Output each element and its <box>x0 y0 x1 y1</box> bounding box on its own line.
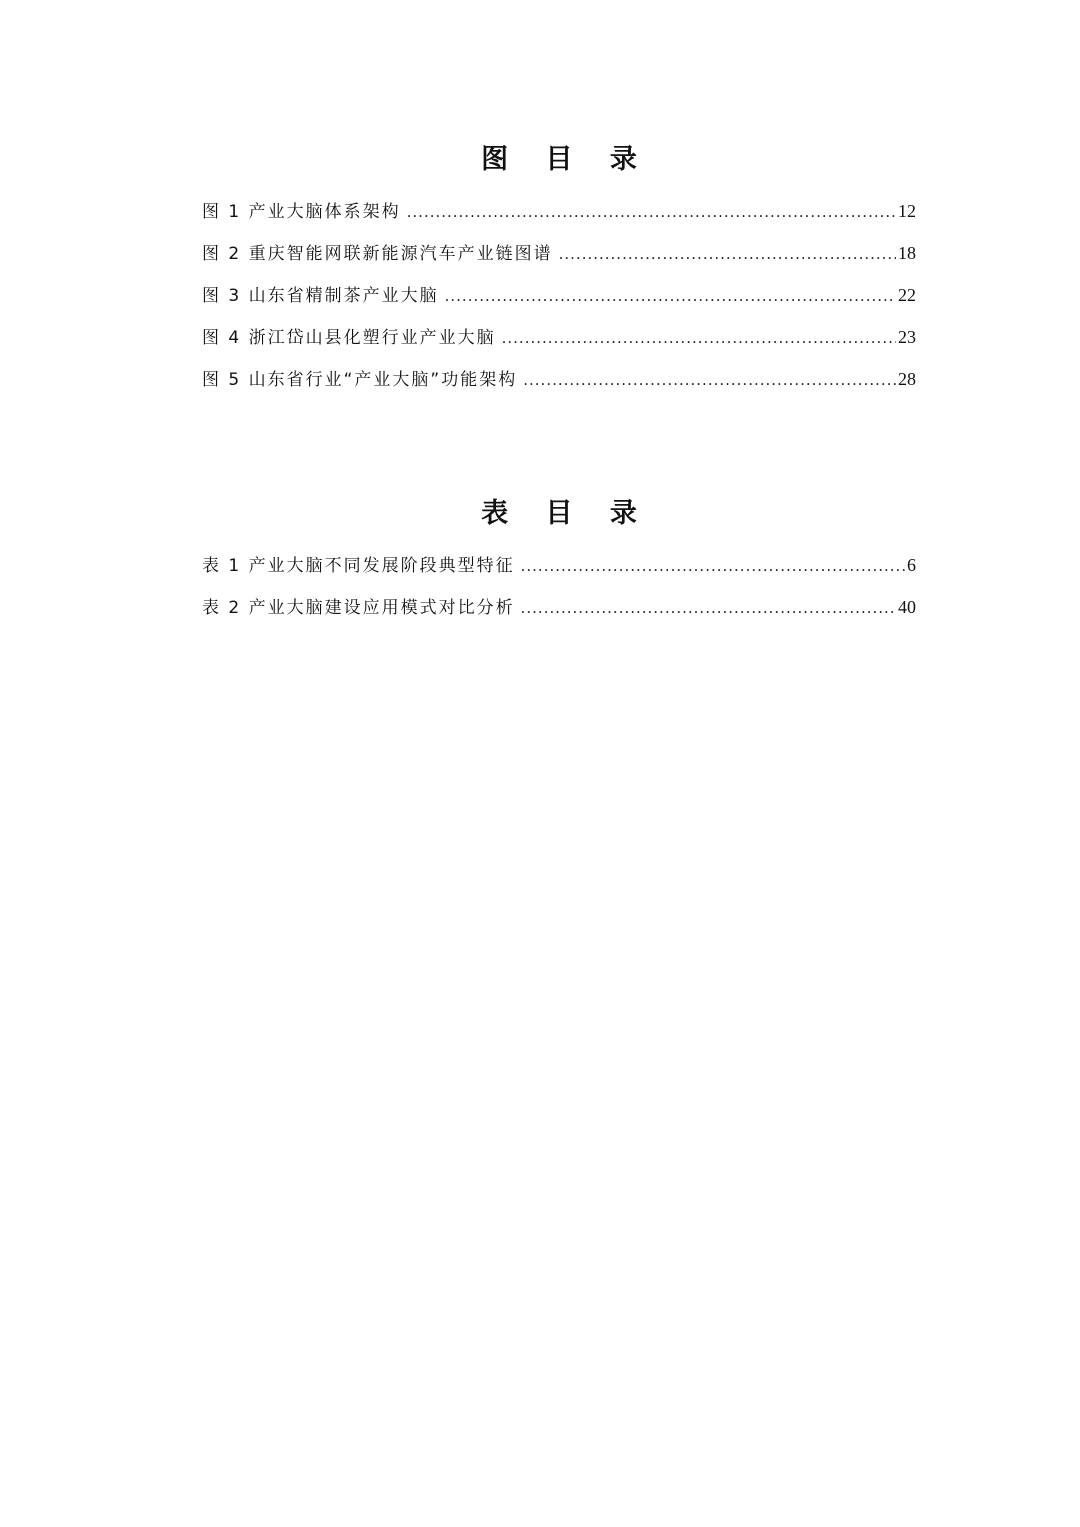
table-entry-label: 表 2 产业大脑建设应用模式对比分析 <box>202 598 515 618</box>
dot-leader <box>559 233 896 274</box>
figure-entry-page: 23 <box>898 327 916 347</box>
figure-entry-page: 12 <box>898 201 916 221</box>
figure-entry-label: 图 1 产业大脑体系架构 <box>202 202 401 222</box>
table-entry-page: 6 <box>907 555 916 575</box>
table-entries <box>202 544 916 628</box>
dot-leader <box>445 275 896 316</box>
list-of-tables <box>202 492 916 628</box>
table-entry-label: 表 1 产业大脑不同发展阶段典型特征 <box>202 556 515 576</box>
figure-entries <box>202 190 916 400</box>
figure-entry-page: 18 <box>898 243 916 263</box>
figure-entry-1[interactable] <box>202 190 916 232</box>
dot-leader <box>521 545 905 586</box>
figure-entry-4[interactable] <box>202 316 916 358</box>
figure-entry-5[interactable] <box>202 358 916 400</box>
figure-entry-label: 图 3 山东省精制茶产业大脑 <box>202 286 439 306</box>
list-of-figures-title: 图 目 录 <box>481 144 651 175</box>
figure-entry-2[interactable] <box>202 232 916 274</box>
list-of-tables-title: 表 目 录 <box>481 498 651 529</box>
figure-entry-3[interactable] <box>202 274 916 316</box>
dot-leader <box>521 587 896 628</box>
table-entry-1[interactable] <box>202 544 916 586</box>
list-of-figures <box>202 138 916 400</box>
dot-leader <box>523 359 896 400</box>
dot-leader <box>407 191 896 232</box>
dot-leader <box>502 317 896 358</box>
figure-entry-label: 图 5 山东省行业“产业大脑”功能架构 <box>202 370 518 390</box>
figure-entry-page: 28 <box>898 369 916 389</box>
figure-entry-label: 图 4 浙江岱山县化塑行业产业大脑 <box>202 328 496 348</box>
figure-entry-label: 图 2 重庆智能网联新能源汽车产业链图谱 <box>202 244 553 264</box>
table-entry-2[interactable] <box>202 586 916 628</box>
table-entry-page: 40 <box>898 597 916 617</box>
figure-entry-page: 22 <box>898 285 916 305</box>
